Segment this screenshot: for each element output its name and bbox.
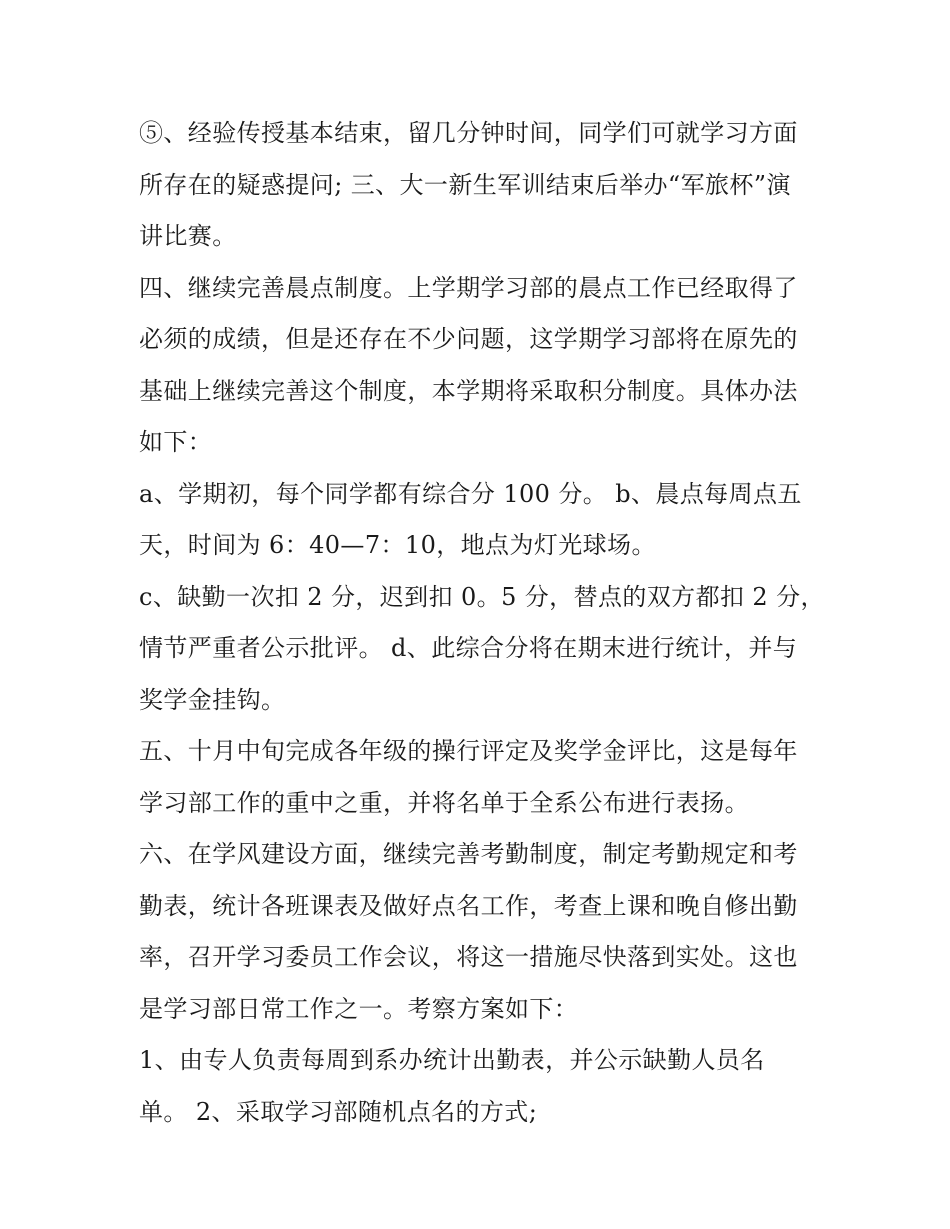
text-line: 讲比赛。 [139, 222, 237, 250]
text-line: ⑤、经验传授基本结束，留几分钟时间，同学们可就学习方面 [139, 119, 798, 147]
text-line: 奖学金挂钩。 [139, 685, 286, 714]
text-line: c、缺勤一次扣 2 分，迟到扣 0。5 分，替点的双方都扣 2 分， [139, 582, 825, 611]
text-line: 1、由专人负责每周到系办统计出勤表，并公示缺勤人员名 [139, 1046, 765, 1074]
text-line: 天，时间为 6：40—7：10，地点为灯光球场。 [139, 531, 656, 559]
text-line: 学习部工作的重中之重，并将名单于全系公布进行表扬。 [139, 788, 749, 817]
text-line: 情节严重者公示批评。 d、此综合分将在期末进行统计，并与 [139, 634, 798, 662]
text-line: 必须的成绩，但是还存在不少问题，这学期学习部将在原先的 [139, 325, 798, 353]
text-line: 率，召开学习委员工作会议，将这一措施尽快落到实处。这也 [139, 943, 798, 971]
text-line: 五、十月中旬完成各年级的操行评定及奖学金评比，这是每年 [139, 737, 798, 765]
text-line: 勤表，统计各班课表及做好点名工作，考查上课和晚自修出勤 [139, 891, 798, 920]
text-line: 是学习部日常工作之一。考察方案如下： [139, 994, 579, 1023]
text-line: 基础上继续完善这个制度，本学期将采取积分制度。具体办法 [139, 376, 798, 405]
text-line: 四、继续完善晨点制度。上学期学习部的晨点工作已经取得了 [139, 273, 798, 302]
text-line: 单。 2、采取学习部随机点名的方式; [139, 1097, 538, 1126]
text-line: a、学期初，每个同学都有综合分 100 分。 b、晨点每周点五 [139, 479, 802, 508]
text-line: 六、在学风建设方面，继续完善考勤制度，制定考勤规定和考 [139, 840, 798, 868]
document-body [139, 108, 829, 1138]
text-line: 所存在的疑惑提问; 三、大一新生军训结束后举办“军旅杯”演 [139, 170, 791, 199]
text-line: 如下： [139, 428, 213, 456]
